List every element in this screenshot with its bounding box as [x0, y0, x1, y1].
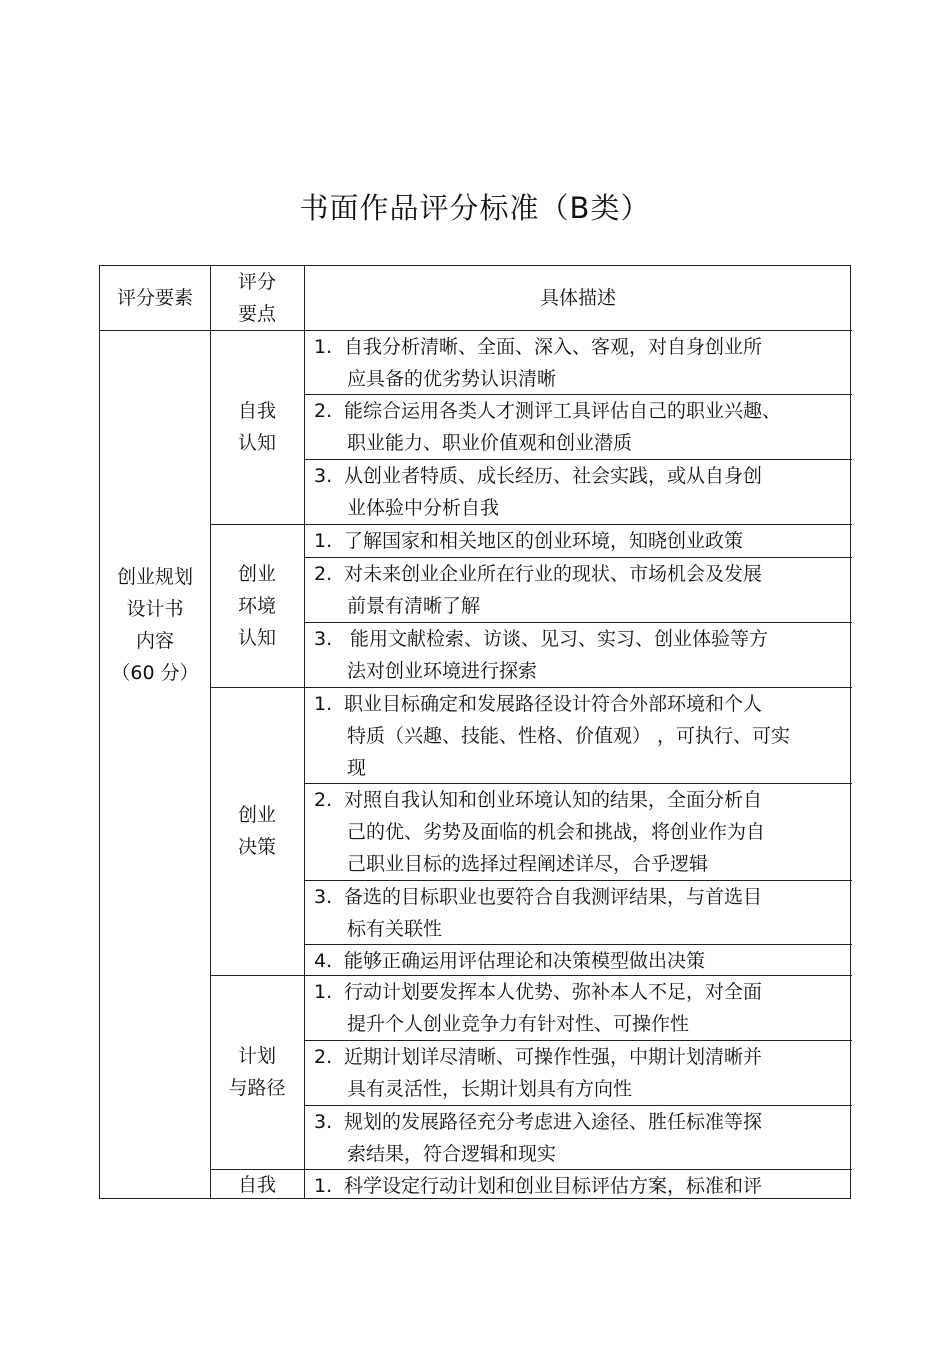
scoring-point: 自我: [237, 1174, 276, 1196]
criterion-item: [314, 558, 762, 622]
criterion-item: [314, 395, 781, 459]
criterion-text-line: 特质（兴趣、技能、性格、价值观） ，可执行、可实: [347, 725, 791, 747]
criterion-number: 3.: [314, 628, 333, 650]
header-description: 具体描述: [539, 287, 616, 309]
column-divider: [304, 266, 305, 1198]
criterion-item: [314, 1170, 762, 1202]
criterion-text-line: 行动计划要发挥本人优势、弥补本人不足，对全面: [344, 981, 763, 1003]
criterion-item: [314, 945, 705, 977]
criterion-text-line: 能用文献检索、访谈、见习、实习、创业体验等方: [344, 628, 769, 650]
criterion-text-line: 索结果，符合逻辑和现实: [347, 1143, 557, 1165]
criterion-text-line: 对照自我认知和创业环境认知的结果，全面分析自: [344, 789, 763, 811]
criterion-number: 1.: [314, 336, 333, 358]
criterion-text-line: 前景有清晰了解: [347, 595, 481, 617]
header-element: 评分要素: [116, 287, 193, 309]
criterion-number: 4.: [314, 950, 333, 972]
criterion-item: [314, 460, 762, 524]
criterion-item: [314, 1106, 762, 1170]
criterion-number: 3.: [314, 886, 333, 908]
criterion-number: 2.: [314, 563, 333, 585]
criterion-item: [314, 976, 762, 1040]
criterion-item: [314, 881, 762, 945]
criterion-text-line: 备选的目标职业也要符合自我测评结果，与首选目: [344, 886, 763, 908]
criterion-text-line: 从创业者特质、成长经历、社会实践，或从自身创: [344, 465, 763, 487]
criterion-text-line: 科学设定行动计划和创业目标评估方案，标准和评: [344, 1175, 763, 1197]
scoring-point: 计划 与路径: [228, 1045, 286, 1099]
criterion-number: 3.: [314, 465, 333, 487]
criterion-text-line: 对未来创业企业所在行业的现状、市场机会及发展: [344, 563, 763, 585]
criterion-number: 1.: [314, 1175, 333, 1197]
criterion-item: [314, 525, 743, 557]
scoring-point: 创业 环境 认知: [237, 562, 276, 649]
criterion-item: [314, 1041, 762, 1105]
criterion-number: 1.: [314, 981, 333, 1003]
criterion-text-line: 能综合运用各类人才测评工具评估自己的职业兴趣、: [344, 400, 782, 422]
criterion-number: 2.: [314, 1046, 333, 1068]
criterion-text-line: 应具备的优劣势认识清晰: [347, 368, 557, 390]
scoring-table: [99, 265, 851, 1199]
scoring-point: 创业 决策: [237, 804, 276, 858]
criterion-item: [314, 688, 790, 784]
criterion-text-line: 法对创业环境进行探索: [347, 660, 538, 682]
criterion-text-line: 了解国家和相关地区的创业环境，知晓创业政策: [344, 530, 744, 552]
header-point: 评分 要点: [237, 271, 276, 325]
criterion-text-line: 职业能力、职业价值观和创业潜质: [347, 432, 633, 454]
criterion-text-line: 提升个人创业竞争力有针对性、可操作性: [347, 1013, 690, 1035]
criterion-text-line: 自我分析清晰、全面、深入、客观，对自身创业所: [344, 336, 763, 358]
criterion-text-line: 具有灵活性，长期计划具有方向性: [347, 1078, 633, 1100]
criterion-number: 2.: [314, 789, 333, 811]
criterion-text-line: 标有关联性: [347, 918, 443, 940]
criterion-text-line: 己职业目标的选择过程阐述详尽，合乎逻辑: [347, 853, 709, 875]
criterion-text-line: 能够正确运用评估理论和决策模型做出决策: [344, 950, 706, 972]
criterion-text-line: 职业目标确定和发展路径设计符合外部环境和个人: [344, 693, 763, 715]
criterion-text-line: 规划的发展路径充分考虑进入途径、胜任标准等探: [344, 1111, 763, 1133]
criterion-text-line: 己的优、劣势及面临的机会和挑战，将创业作为自: [347, 821, 766, 843]
element-name: 创业规划 设计书 内容 （60 分）: [111, 566, 199, 684]
criterion-number: 1.: [314, 530, 333, 552]
criterion-number: 3.: [314, 1111, 333, 1133]
criterion-number: 1.: [314, 693, 333, 715]
criterion-text-line: 业体验中分析自我: [347, 497, 500, 519]
criterion-item: [314, 331, 762, 395]
criterion-number: 2.: [314, 400, 333, 422]
criterion-text-line: 现: [347, 757, 367, 779]
document-title: 书面作品评分标准（B类）: [299, 191, 651, 225]
criterion-item: [314, 784, 765, 880]
scoring-point: 自我 认知: [237, 400, 276, 454]
criterion-text-line: 近期计划详尽清晰、可操作性强，中期计划清晰并: [344, 1046, 763, 1068]
criterion-item: [314, 623, 768, 687]
